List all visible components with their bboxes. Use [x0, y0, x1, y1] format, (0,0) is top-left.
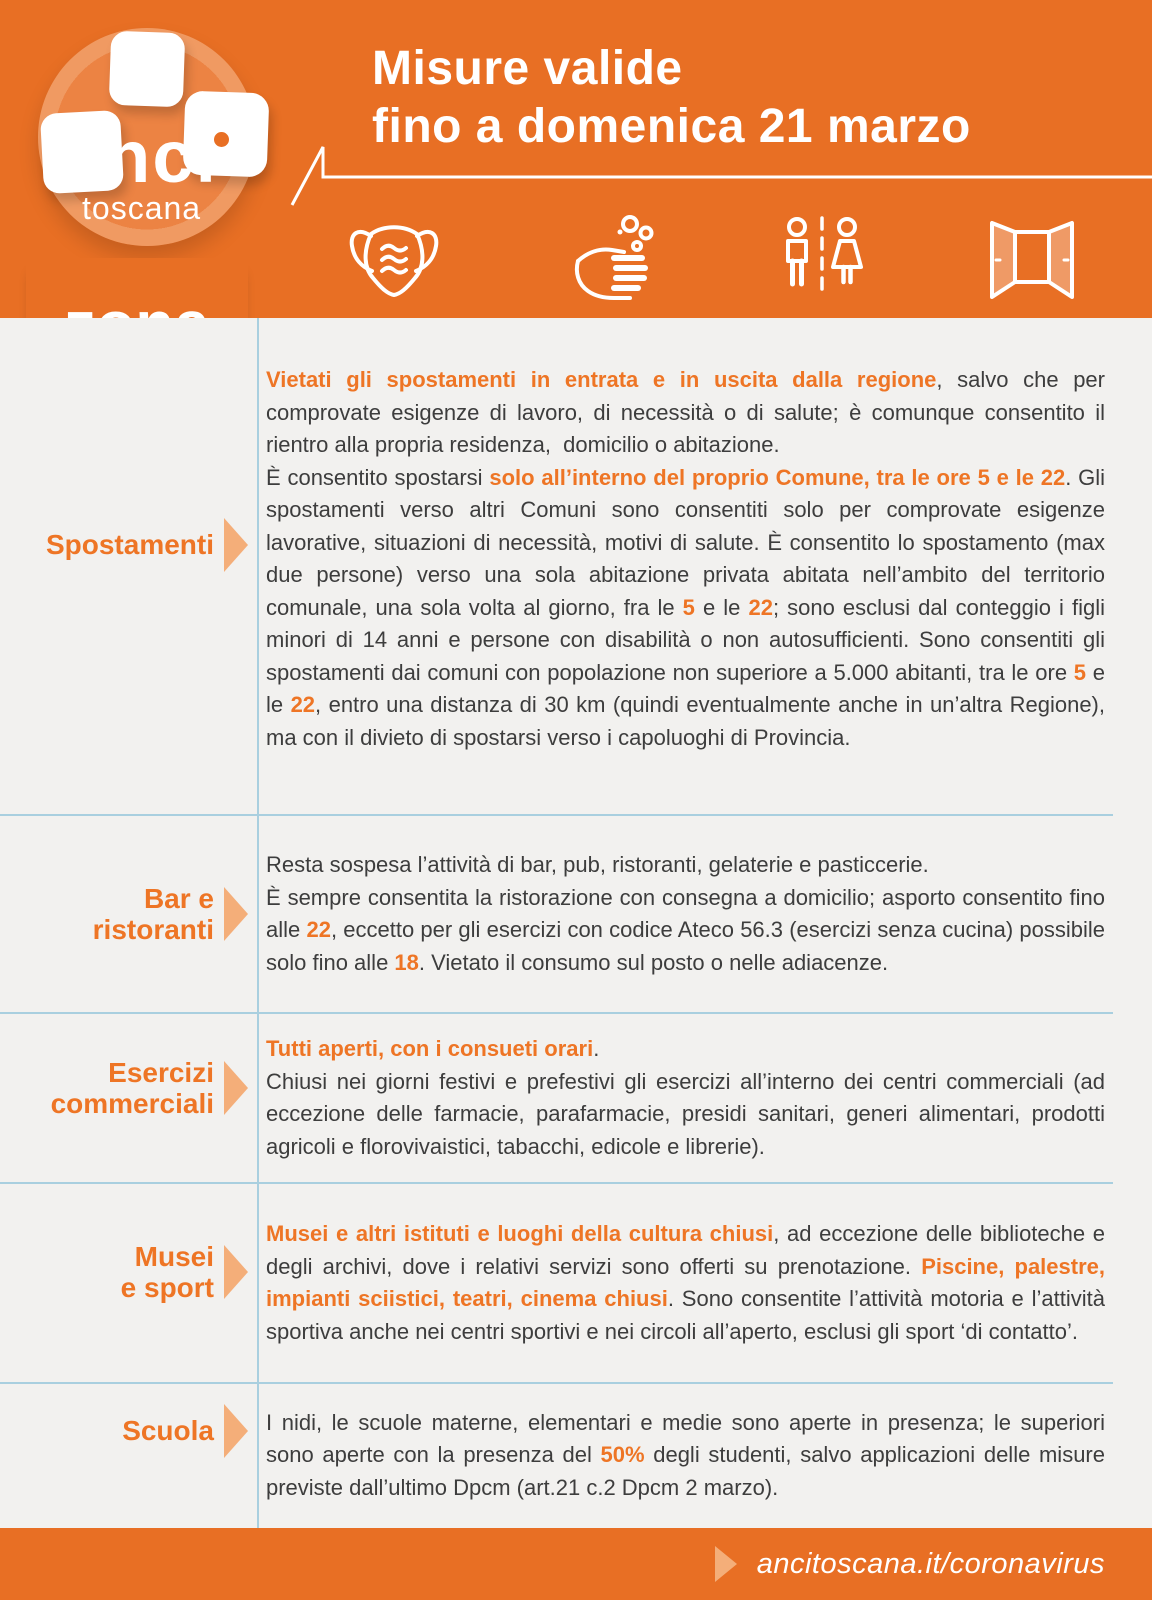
section-label: Scuola	[122, 1415, 214, 1446]
section-text: Resta sospesa l’attività di bar, pub, ristoranti, gelaterie e pasticcerie. È sempre consentita la ristorazione con consegna a domicilio; asporto consentito fino alle 22, eccetto per gli esercizi con codice Ateco 56.3 (esercizi senza cucina) possibile solo fino alle 18. Vietato il consumo sul posto o nelle adiacenze.	[266, 852, 1106, 975]
logo-square-top	[109, 31, 186, 108]
rules-area	[0, 318, 1152, 1528]
page-title	[372, 40, 971, 156]
section-text: Tutti aperti, con i consueti orari. Chiusi nei giorni festivi e prefestivi gli esercizi all’interno dei centri commerciali (ad eccezione delle farmacie, parafarmacie, presidi sanitari, generi alimentari, prodotti agricoli e florovivaistici, tabacchi, edicole e librerie).	[266, 1036, 1105, 1159]
hand-washing-icon	[566, 212, 662, 302]
logo-text-toscana: toscana	[82, 190, 202, 226]
rule-section	[0, 1183, 1152, 1383]
social-distancing-icon	[778, 214, 866, 302]
footer-arrow-icon	[715, 1546, 737, 1582]
section-sidebar	[0, 1358, 258, 1503]
vertical-divider	[257, 318, 259, 1528]
section-text: I nidi, le scuole materne, elementari e medie sono aperte in presenza; le superiori sono aperte con la presenza del 50% degli studenti, salvo applicazioni delle misure previste dall’ultimo Dpcm (art.21 c.2 Dpcm 2 marzo).	[266, 1409, 1105, 1500]
footer	[0, 1528, 1152, 1600]
section-label: Bar e ristoranti	[92, 883, 214, 945]
section-arrow-icon	[224, 1061, 248, 1115]
section-text: Musei e altri istituti e luoghi della cultura chiusi, ad eccezione delle biblioteche e degli archivi, dove i relativi servizi sono offerti su prenotazione. Piscine, palestre, impianti sciistici, teatri, cinema chiusi. Sono consentite l’attività motoria e l’attività sportiva anche nei centri sportivi e nei circoli all’aperto, esclusi gli sport ‘di contatto’.	[266, 1221, 1105, 1344]
section-text: Vietati gli spostamenti in entrata e in uscita dalla regione, salvo che per comprovate esigenze di lavoro, di necessità o di salute; è comunque consentito il rientro alla propria residenza, domicilio o abitazione. È consentito spostarsi solo all’interno del proprio Comune, tra le ore 5 e le 22. Gli spostamenti verso altri Comuni sono consentiti solo per comprovate esigenze lavorative, situazioni di necessità, motivi di salute. È consentito lo spostamento (max due persone) verso una sola abitazione privata abitata nell’ambito del territorio comunale, una sola volta al giorno, fra le 5 e le 22; sono esclusi dal conteggio i figli minori di 14 anni e persone con disabilità o non autosufficienti. Sono consentiti gli spostamenti dai comuni con popolazione non superiore a 5.000 abitanti, tra le ore 5 e le 22, entro una distanza di 30 km (quindi eventualmente anche in un’altra Regione), ma con il divieto di spostarsi verso i capoluoghi di Provincia.	[266, 367, 1106, 750]
face-mask-icon	[346, 216, 442, 302]
sections-container	[0, 318, 1152, 1528]
title-line-2: fino a domenica 21 marzo	[372, 100, 971, 153]
footer-url-link[interactable]: ancitoscana.it/coronavirus	[756, 1547, 1105, 1580]
section-label: Musei e sport	[120, 1241, 214, 1303]
section-arrow-icon	[224, 518, 248, 572]
section-sidebar	[0, 296, 258, 793]
section-arrow-icon	[224, 887, 248, 941]
section-label: Spostamenti	[45, 529, 214, 560]
section-arrow-icon	[224, 1404, 248, 1458]
rule-section	[0, 1383, 1152, 1528]
title-line-1: Misure valide	[372, 42, 683, 95]
logo-text-anci: anci	[62, 115, 219, 198]
rule-section	[0, 318, 1152, 815]
section-sidebar	[0, 815, 258, 1013]
rule-section	[0, 1013, 1152, 1183]
rule-section	[0, 815, 1152, 1013]
section-label: Esercizi commerciali	[50, 1057, 214, 1119]
section-sidebar	[0, 1003, 258, 1173]
section-sidebar	[0, 1172, 258, 1372]
anci-toscana-logo	[38, 28, 256, 246]
section-arrow-icon	[224, 1245, 248, 1299]
open-window-icon	[982, 218, 1082, 302]
